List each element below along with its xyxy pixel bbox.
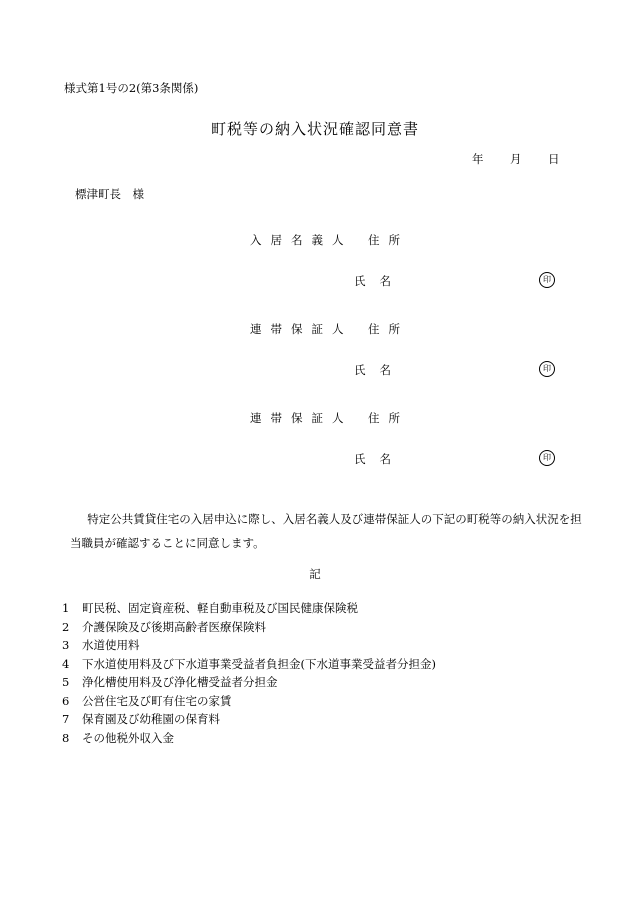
date-line bbox=[472, 151, 560, 167]
party-role: 連帯保証人 bbox=[250, 411, 353, 425]
list-item bbox=[62, 673, 436, 692]
seal-mark: 印 bbox=[539, 361, 555, 377]
seal-mark: 印 bbox=[539, 272, 555, 288]
consent-statement: 特定公共賃貸住宅の入居申込に際し、入居名義人及び連帯保証人の下記の町税等の納入状況を担当職員が確認することに同意します。 bbox=[70, 512, 582, 550]
address-label: 住所 bbox=[368, 411, 409, 425]
item-number: 5 bbox=[62, 675, 70, 689]
name-label: 氏名 bbox=[354, 363, 405, 377]
item-number: 1 bbox=[62, 601, 70, 615]
list-item bbox=[62, 618, 436, 637]
item-text: 浄化槽使用料及び浄化槽受益者分担金 bbox=[82, 675, 278, 689]
item-text: 公営住宅及び町有住宅の家賃 bbox=[82, 693, 232, 708]
item-text: 町民税、固定資産税、軽自動車税及び国民健康保険税 bbox=[82, 601, 358, 615]
date-year-label: 年 bbox=[472, 152, 484, 166]
item-text: 介護保険及び後期高齢者医療保険料 bbox=[82, 619, 266, 634]
list-item bbox=[62, 710, 436, 729]
party-role: 入居名義人 bbox=[250, 233, 353, 247]
tax-item-list bbox=[62, 599, 436, 747]
date-month-label: 月 bbox=[510, 152, 522, 166]
name-label: 氏名 bbox=[354, 452, 405, 466]
item-number: 3 bbox=[62, 638, 70, 652]
form-number: 様式第1号の2(第3条関係) bbox=[64, 81, 199, 95]
list-item bbox=[62, 655, 436, 674]
address-label: 住所 bbox=[368, 233, 409, 247]
list-item bbox=[62, 729, 436, 748]
addressee: 標津町長 様 bbox=[75, 187, 144, 201]
item-text: その他税外収入金 bbox=[82, 730, 174, 745]
item-text: 下水道使用料及び下水道事業受益者負担金(下水道事業受益者分担金) bbox=[82, 656, 436, 671]
list-item bbox=[62, 599, 436, 618]
list-item bbox=[62, 636, 436, 655]
item-text: 水道使用料 bbox=[82, 638, 140, 652]
date-day-label: 日 bbox=[548, 152, 560, 166]
item-number: 7 bbox=[62, 712, 70, 726]
document-title: 町税等の納入状況確認同意書 bbox=[210, 120, 419, 138]
list-item bbox=[62, 692, 436, 711]
item-number: 4 bbox=[62, 656, 70, 671]
name-label: 氏名 bbox=[354, 274, 405, 288]
item-number: 2 bbox=[62, 619, 70, 634]
ki-heading: 記 bbox=[309, 567, 321, 581]
item-number: 6 bbox=[62, 693, 70, 708]
item-text: 保育園及び幼稚園の保育料 bbox=[82, 712, 220, 726]
address-label: 住所 bbox=[368, 322, 409, 336]
seal-mark: 印 bbox=[539, 450, 555, 466]
party-role: 連帯保証人 bbox=[250, 322, 353, 336]
item-number: 8 bbox=[62, 730, 70, 745]
